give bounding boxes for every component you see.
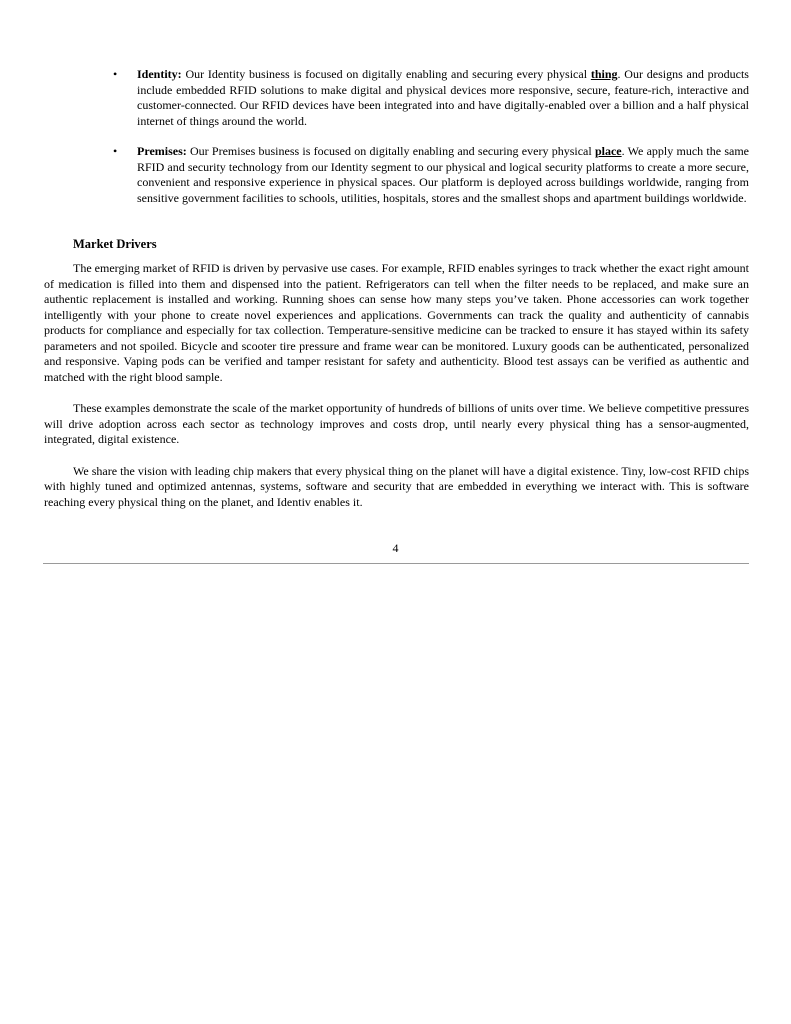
paragraph-use-cases: The emerging market of RFID is driven by pervasive use cases. For example, RFID enables syringes to track whether the exact right amount of medication is filled into them and dispensed into the patient. Refrigerators can tell when the filter needs to be replaced, and make sure an authentic replacement is installed and working. Running shoes can sense how many steps you’ve taken. Phone accessories can work together intelligently with your phone to create novel experiences and applications. Governments can track the quality and authenticity of cannabis products for compliance and especially for tax collection. Temperature-sensitive medicine can be tracked to ensure it has stayed within its safety parameters and not spoiled. Bicycle and scooter tire pressure and frame wear can be monitored. Luxury goods can be authenticated, personalized and responsive. Vaping pods can be verified and tamper resistant for safety and authenticity. Blood test assays can be verified as authentic and matched with the right blood sample. — [44, 261, 749, 384]
bullet-emphasis-place: place — [594, 144, 622, 158]
bullet-premises — [113, 144, 749, 206]
bullet-label-premises: Premises: — [137, 144, 187, 158]
bullet-text-premises-part2: . We apply much the same RFID and security technology from our Identity segment to our physical and logical security platforms to create a more secure, convenient and responsive experience in physical spaces. Our platform is deployed across buildings worldwide, ranging from sensitive government facilities to schools, utilities, hospitals, stores and the smallest shops and apartment buildings worldwide. — [137, 144, 749, 205]
bullet-marker: • — [113, 67, 118, 81]
bullet-identity — [113, 67, 749, 129]
bullet-label-identity: Identity: — [137, 67, 182, 81]
paragraph-market-scale: These examples demonstrate the scale of the market opportunity of hundreds of billions of units over time. We believe competitive pressures will drive adoption across each sector as technology improves and costs drop, until nearly every physical thing has a sensor-augmented, integrated, digital existence. — [44, 401, 749, 446]
bullet-text-premises-part1: Our Premises business is focused on digitally enabling and securing every physical — [186, 144, 595, 158]
paragraph-vision: We share the vision with leading chip makers that every physical thing on the planet will have a digital existence. Tiny, low-cost RFID chips with highly tuned and optimized antennas, systems, software and security that are embedded in everything we interact with. This is software reaching every physical thing on the planet, and Identiv enables it. — [44, 463, 749, 509]
segment-bullet-list — [113, 67, 749, 221]
bullet-text-identity-part1: Our Identity business is focused on digitally enabling and securing every physical — [181, 67, 591, 81]
page-number: 4 — [392, 541, 399, 555]
market-drivers-body — [44, 261, 749, 526]
section-heading-market-drivers: Market Drivers — [73, 237, 157, 251]
bullet-emphasis-thing: thing — [590, 67, 618, 81]
bullet-marker: • — [113, 144, 118, 158]
bullet-text-identity-part2: . Our designs and products include embedded RFID solutions to make digital and physical devices more responsive, secure, feature-rich, interactive and customer-connected. Our RFID devices have been integrated into and have digitally-enabled over a billion and a half physical internet of things around the world. — [137, 67, 749, 128]
footer-divider — [43, 563, 749, 564]
